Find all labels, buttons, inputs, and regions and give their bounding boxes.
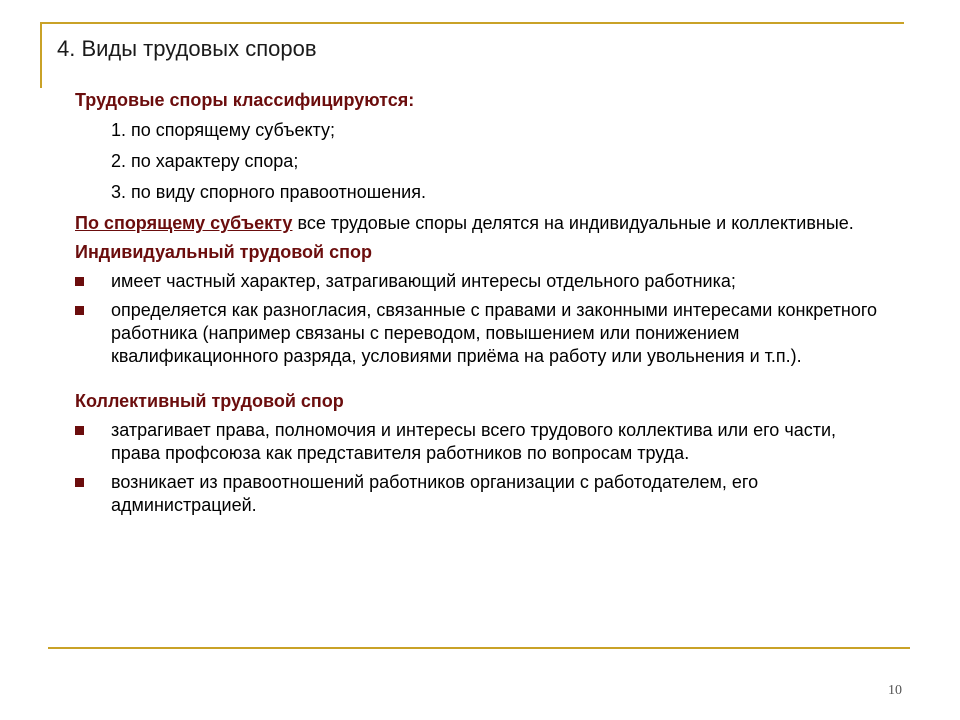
bottom-divider [48,647,910,649]
square-bullet-icon [75,478,84,487]
subject-division-lead: По спорящему субъекту [75,213,293,233]
classification-item-1: 1. по спорящему субъекту; [111,120,335,140]
individual-dispute-heading: Индивидуальный трудовой спор [75,242,372,262]
classification-item-2: 2. по характеру спора; [111,151,299,171]
square-bullet-icon [75,277,84,286]
slide-content [75,89,890,517]
individual-bullet-1 [75,270,890,293]
classification-heading: Трудовые споры классифицируются: [75,90,415,110]
page-number: 10 [888,683,902,698]
left-divider [40,22,42,88]
collective-bullet-1 [75,419,890,465]
slide-title: 4. Виды трудовых споров [57,36,317,61]
individual-bullet-2-text: определяется как разногласия, связанные с правами и законными интересами конкретного работника (например связаны с переводом, повышением или понижением квалификационного разряда, условиями приёма на работу или увольнения и т.п.). [111,300,878,366]
collective-bullet-2-text: возникает из правоотношений работников организации с работодателем, его администрацией. [111,472,759,515]
collective-dispute-heading: Коллективный трудовой спор [75,391,344,411]
collective-bullet-1-text: затрагивает права, полномочия и интересы всего трудового коллектива или его части, права профсоюза как представителя работников по вопросам труда. [111,420,837,463]
collective-bullet-2 [75,471,890,517]
individual-bullet-1-text: имеет частный характер, затрагивающий интересы отдельного работника; [111,271,736,291]
subject-division-text: все трудовые споры делятся на индивидуальные и коллективные. [292,213,854,233]
individual-bullet-2 [75,299,890,368]
square-bullet-icon [75,306,84,315]
subject-division-paragraph [75,212,890,235]
square-bullet-icon [75,426,84,435]
top-divider [40,22,904,24]
classification-item-3: 3. по виду спорного правоотношения. [111,182,426,202]
